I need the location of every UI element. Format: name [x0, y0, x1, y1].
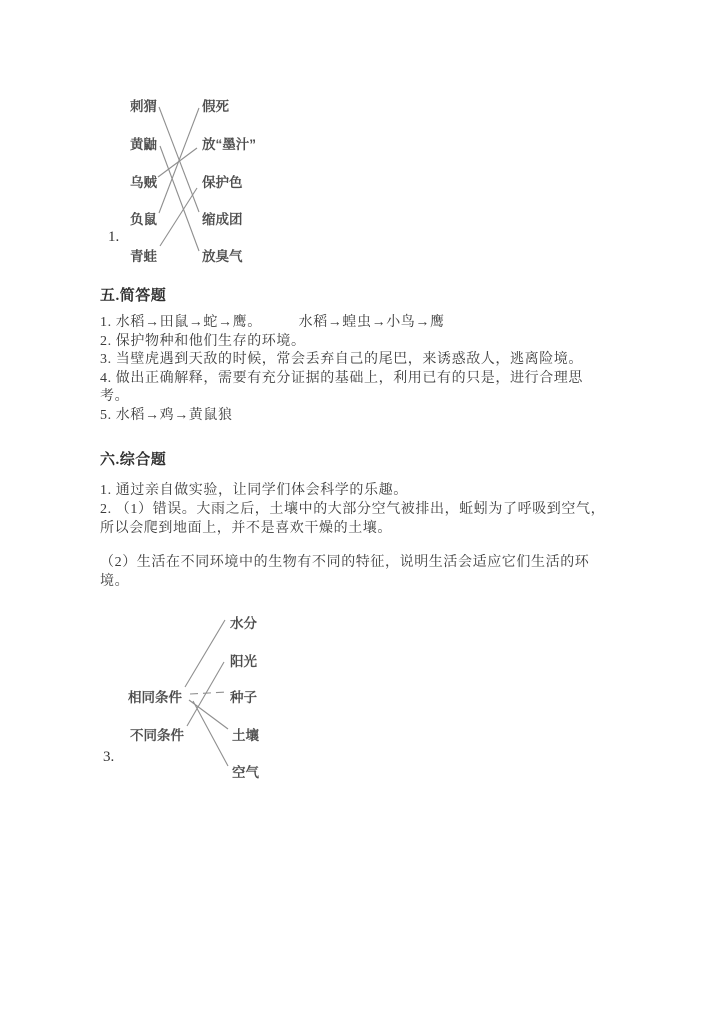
answer-line: 2. （1）错误。大雨之后，土壤中的大部分空气被排出，蚯蚓为了呼吸到空气， — [100, 502, 606, 517]
matching-left-item: 青蛙 — [130, 249, 157, 264]
matching-left-item: 刺猬 — [130, 99, 157, 114]
condition-item-sunlight: 阳光 — [230, 654, 257, 669]
matching-right-item: 放臭气 — [202, 249, 243, 264]
matching-left-item: 乌贼 — [130, 175, 157, 190]
question-number-1: 1. — [108, 229, 120, 245]
matching-right-item: 缩成团 — [202, 212, 243, 227]
condition-item-seed: 种子 — [230, 690, 257, 705]
answer-line: 3. 当壁虎遇到天敌的时候，常会丢弃自己的尾巴，来诱惑敌人，逃离险境。 — [100, 352, 583, 367]
section6-heading: 六.综合题 — [100, 452, 167, 468]
answer-line: 4. 做出正确解释，需要有充分证据的基础上，利用已有的只是，进行合理思 — [100, 370, 583, 386]
matching-right-item: 保护色 — [202, 175, 243, 190]
section5-heading: 五.简答题 — [100, 288, 167, 304]
answer-line: 所以会爬到地面上，并不是喜欢干燥的土壤。 — [100, 521, 392, 536]
condition-item-same: 相同条件 — [128, 690, 182, 705]
answer-line: 2. 保护物种和他们生存的环境。 — [100, 333, 306, 349]
condition-item-air: 空气 — [232, 765, 259, 780]
section6-answers-part2 — [100, 553, 589, 591]
section5-answers — [100, 314, 583, 425]
section6-answers-part1 — [100, 481, 605, 538]
matching-right-item: 假死 — [202, 99, 229, 114]
match-line-cuttlefish-ink — [158, 148, 197, 177]
matching-right-item: 放“墨汁” — [202, 137, 256, 152]
matching-left-item: 黄鼬 — [130, 137, 157, 152]
condition-item-water: 水分 — [230, 616, 257, 631]
animal-defense-matching-diagram — [100, 88, 290, 268]
answer-line: 1. 通过亲自做实验，让同学们体会科学的乐趣。 — [100, 483, 408, 498]
experiment-conditions-diagram — [100, 605, 280, 785]
matching-lines — [100, 88, 290, 268]
answer-line: （2）生活在不同环境中的生物有不同的特征，说明生活会适应它们生活的环 — [100, 555, 590, 570]
answer-line: 考。 — [100, 389, 130, 404]
condition-item-different: 不同条件 — [130, 728, 184, 743]
answer-line: 境。 — [100, 574, 130, 589]
line-same-air — [193, 701, 228, 766]
answer-line: 1. 水稻→田鼠→蛇→鹰。 水稻→蝗虫→小鸟→鹰 — [100, 315, 445, 330]
line-same-water — [185, 620, 225, 687]
condition-item-soil: 土壤 — [232, 728, 259, 743]
answer-line: 5. 水稻→鸡→黄鼠狼 — [100, 407, 233, 423]
line-same-seed — [190, 692, 227, 694]
question-number-3: 3. — [103, 749, 115, 765]
matching-left-item: 负鼠 — [130, 212, 157, 227]
